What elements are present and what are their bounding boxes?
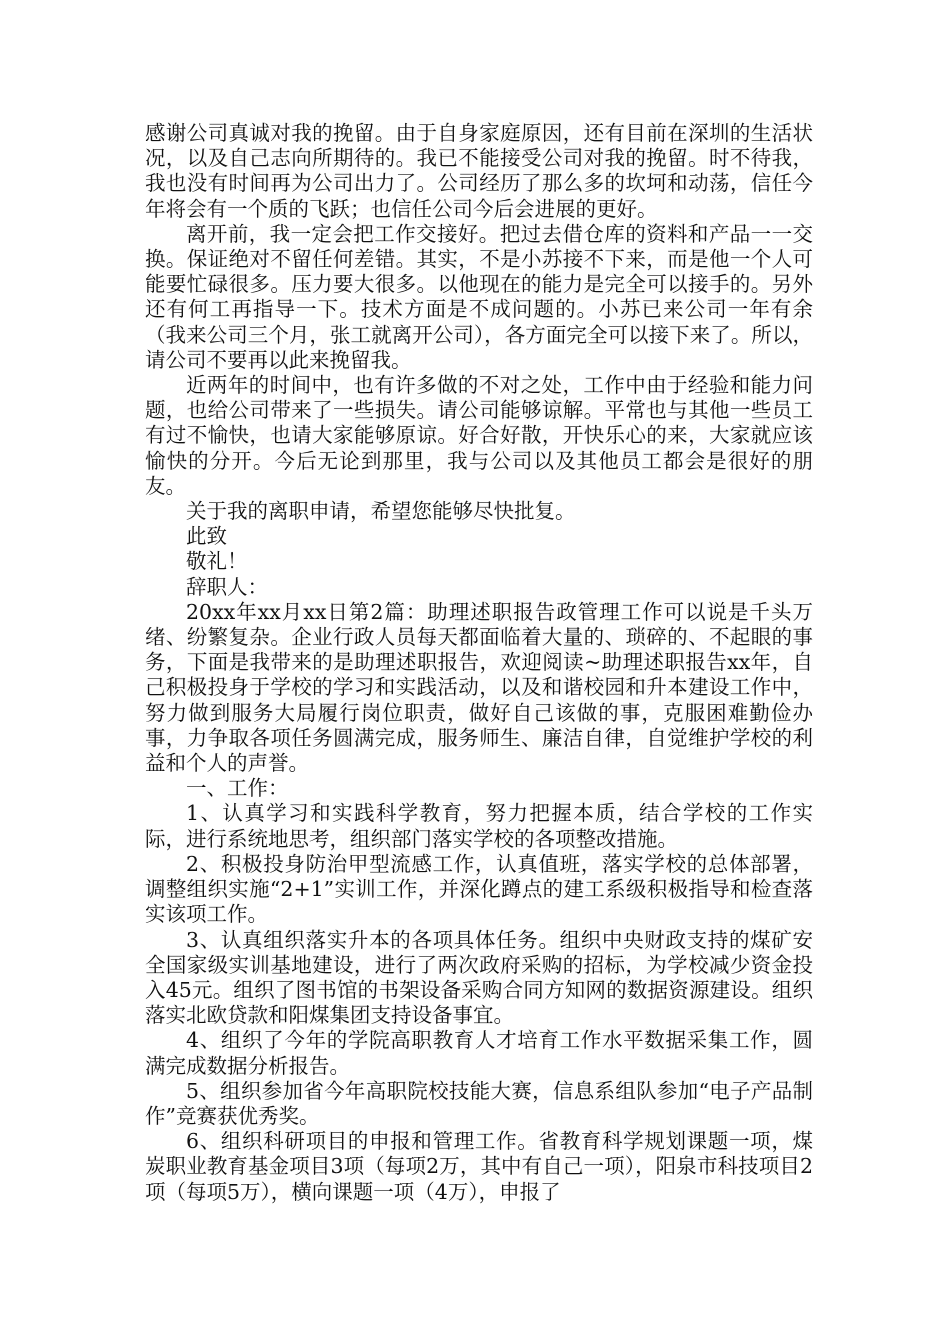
paragraph-4: 关于我的离职申请，希望您能够尽快批复。 bbox=[186, 499, 576, 524]
list-item-1: 1、认真学习和实践科学教育，努力把握本质，结合学校的工作实际，进行系统地思考，组织部门落实学校的各项整改措施。 bbox=[145, 801, 813, 851]
section-heading: 一、工作： bbox=[186, 776, 289, 801]
list-item-5: 5、组织参加省今年高职院校技能大赛，信息系组队参加“电子产品制作”竞赛获优秀奖。 bbox=[145, 1078, 813, 1128]
list-item-2: 2、积极投身防治甲型流感工作，认真值班，落实学校的总体部署，调整组织实施“2+1”实训工作，并深化蹲点的建工系级积极指导和检查落实该项工作。 bbox=[145, 851, 813, 927]
paragraph-8: 20xx年xx月xx日第2篇：助理述职报告政管理工作可以说是千头万绪、纷繁复杂。企业行政人员每天都面临着大量的、琐碎的、不起眼的事务，下面是我带来的是助理述职报告，欢迎阅读~助理述职报告xx年，自己积极投身于学校的学习和实践活动，以及和谐校园和升本建设工作中，努力做到服务大局履行岗位职责，做好自己该做的事，克服困难勤俭办事，力争取各项任务圆满完成，服务师生、廉洁自律，自觉维护学校的利益和个人的声誉。 bbox=[145, 599, 813, 776]
list-item-4: 4、组织了今年的学院高职教育人才培育工作水平数据采集工作，圆满完成数据分析报告。 bbox=[145, 1028, 813, 1078]
salutation-line: 此致 bbox=[186, 524, 227, 549]
paragraph-2: 离开前，我一定会把工作交接好。把过去借仓库的资料和产品一一交换。保证绝对不留任何差错。其实，不是小苏接不下来，而是他一个人可能要忙碌很多。压力要大很多。以他现在的能力是完全可以接手的。另外还有何工再指导一下。技术方面是不成问题的。小苏已来公司一年有余（我来公司三个月，张工就离开公司），各方面完全可以接下来了。所以，请公司不要再以此来挽留我。 bbox=[145, 221, 813, 372]
closing-line: 敬礼！ bbox=[186, 549, 248, 574]
document-page bbox=[145, 121, 813, 1205]
paragraph-3: 近两年的时间中，也有许多做的不对之处，工作中由于经验和能力问题，也给公司带来了一些损失。请公司能够谅解。平常也与其他一些员工有过不愉快，也请大家能够原谅。好合好散，开快乐心的来，大家就应该愉快的分开。今后无论到那里，我与公司以及其他员工都会是很好的朋友。 bbox=[145, 373, 813, 498]
signature-line: 辞职人： bbox=[186, 574, 268, 599]
list-item-3: 3、认真组织落实升本的各项具体任务。组织中央财政支持的煤矿安全国家级实训基地建设，进行了两次政府采购的招标，为学校减少资金投入45元。组织了图书馆的书架设备采购合同方知网的数据资源建设。组织落实北欧贷款和阳煤集团支持设备事宜。 bbox=[145, 927, 813, 1028]
paragraph-1: 感谢公司真诚对我的挽留。由于自身家庭原因，还有目前在深圳的生活状况，以及自己志向所期待的。我已不能接受公司对我的挽留。时不待我，我也没有时间再为公司出力了。公司经历了那么多的坎坷和动荡，信任今年将会有一个质的飞跃；也信任公司今后会进展的更好。 bbox=[145, 121, 813, 221]
list-item-6: 6、组织科研项目的申报和管理工作。省教育科学规划课题一项，煤炭职业教育基金项目3项（每项2万，其中有自己一项），阳泉市科技项目2项（每项5万），横向课题一项（4万），申报了 bbox=[145, 1129, 813, 1204]
